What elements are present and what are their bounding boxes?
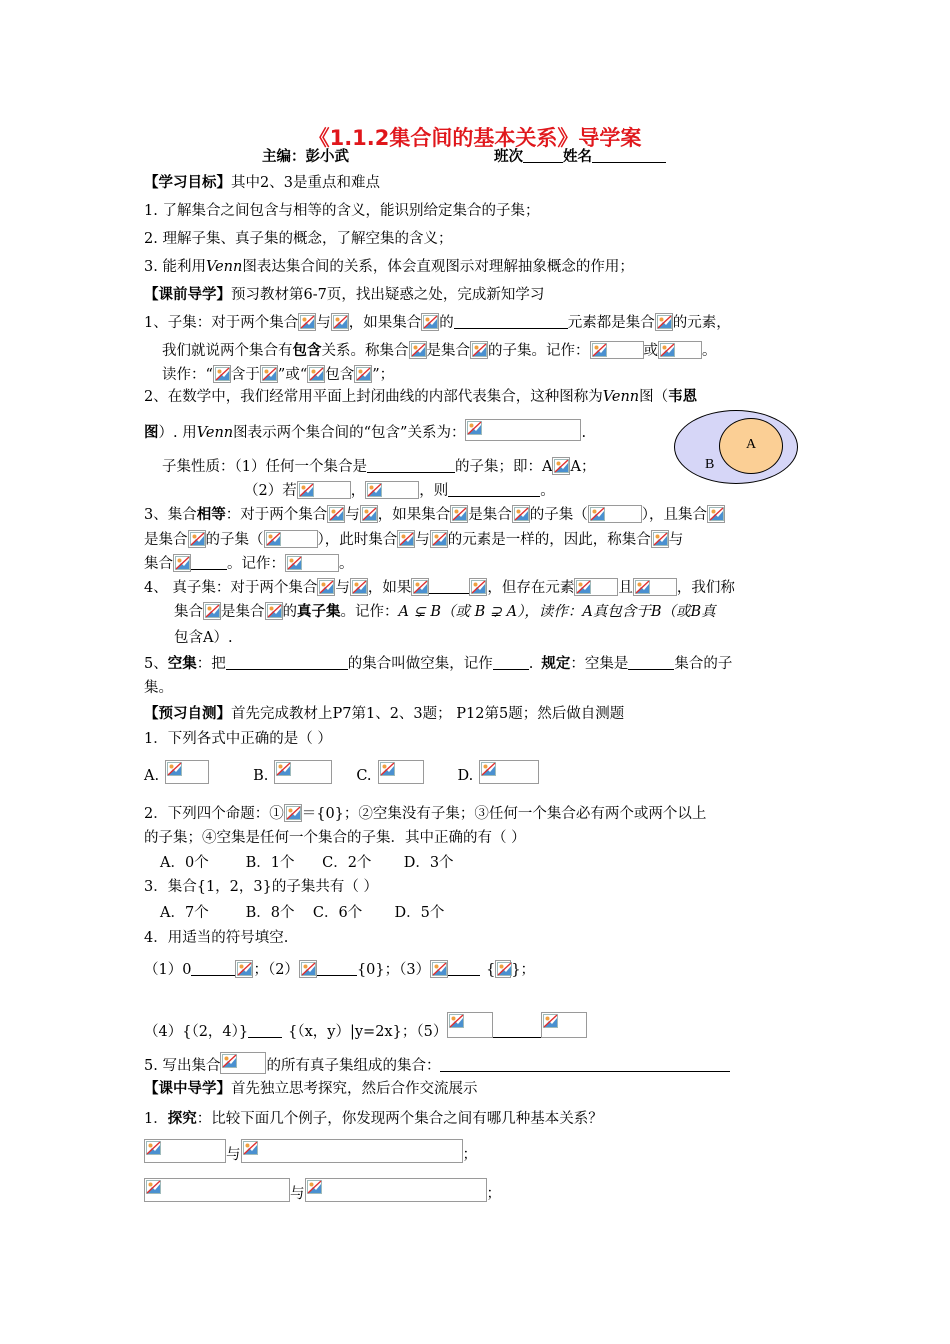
formula-image-icon bbox=[165, 760, 209, 784]
formula-image-icon bbox=[144, 1139, 226, 1163]
formula-image-icon bbox=[260, 365, 278, 383]
subset-property-1: 子集性质：（1）任何一个集合是 的子集；即：A A； bbox=[162, 459, 596, 475]
formula-image-icon bbox=[430, 530, 448, 548]
formula-image-icon bbox=[265, 602, 283, 620]
goal-1: 1. 了解集合之间包含与相等的含义，能识别给定集合的子集； bbox=[144, 203, 540, 219]
formula-image-icon bbox=[305, 1178, 487, 1202]
explore-example-1: 与 ； bbox=[144, 1139, 477, 1165]
inclass-heading: 【课中导学】首先独立思考探究，然后合作交流展示 bbox=[144, 1080, 478, 1097]
question-5: 5. 写出集合 的所有真子集组成的集合： bbox=[144, 1052, 730, 1076]
formula-image-icon bbox=[552, 457, 570, 475]
formula-image-icon bbox=[655, 313, 673, 331]
question-3-options: A．7个 B．8个 C．6个 D．5个 bbox=[160, 905, 445, 921]
page-title: 《1.1.2集合间的基本关系》导学案 bbox=[308, 126, 642, 150]
formula-image-icon bbox=[450, 505, 468, 523]
formula-image-icon bbox=[495, 960, 511, 978]
question-1: 1．下列各式中正确的是（ ） bbox=[144, 731, 332, 747]
venn-label-inner: A bbox=[746, 437, 757, 452]
explore-example-2: 与 ； bbox=[144, 1178, 501, 1204]
equal-line-3: 集合 。记作： 。 bbox=[144, 556, 354, 572]
venn-line-1: 2、在数学中，我们经常用平面上封闭曲线的内部代表集合，这种图称为Venn图（韦恩 bbox=[144, 388, 698, 405]
formula-image-icon bbox=[173, 554, 191, 572]
formula-image-icon bbox=[317, 578, 335, 596]
formula-image-icon bbox=[220, 1052, 266, 1074]
formula-image-icon bbox=[470, 341, 488, 359]
goal-2: 2. 理解子集、真子集的概念，了解空集的含义； bbox=[144, 231, 453, 247]
formula-image-icon bbox=[658, 341, 702, 359]
formula-image-icon bbox=[469, 578, 487, 596]
formula-image-icon bbox=[465, 419, 581, 441]
question-2-options: A．0个 B．1个 C．2个 D．3个 bbox=[160, 855, 454, 871]
formula-image-icon bbox=[188, 530, 206, 548]
venn-inner-set bbox=[719, 418, 783, 474]
question-4-row-1: （1）0 ；（2） {0}；（3） { }； bbox=[144, 962, 536, 978]
formula-image-icon bbox=[447, 1012, 493, 1038]
formula-image-icon bbox=[430, 960, 448, 978]
formula-image-icon bbox=[297, 481, 351, 499]
goals-heading: 【学习目标】其中2、3是重点和难点 bbox=[144, 174, 380, 191]
venn-line-2: 图）. 用Venn图表示两个集合间的“包含”关系为： . bbox=[144, 419, 586, 443]
formula-image-icon bbox=[298, 313, 316, 331]
selftest-heading: 【预习自测】首先完成教材上P7第1、2、3题； P12第5题；然后做自测题 bbox=[144, 705, 625, 722]
formula-image-icon bbox=[144, 1178, 290, 1202]
proper-subset-line-2: 集合 是集合 的真子集。记作：A ⊊ B（或 B ⊋ A），读作：A真包含于B（或B真 bbox=[174, 603, 716, 620]
preclass-heading: 【课前导学】预习教材第6-7页，找出疑惑之处，完成新知学习 bbox=[144, 286, 545, 303]
formula-image-icon bbox=[235, 960, 253, 978]
formula-image-icon bbox=[378, 760, 424, 784]
equal-line-1: 3、集合相等：对于两个集合 与 ，如果集合 是集合 的子集（ ），且集合 bbox=[144, 505, 725, 525]
equal-line-2: 是集合 的子集（ ），此时集合 与 的元素是一样的，因此，称集合 与 bbox=[144, 532, 684, 548]
question-4: 4．用适当的符号填空. bbox=[144, 930, 289, 946]
subset-property-2: （2）若 ， ，则 。 bbox=[244, 483, 555, 499]
proper-subset-line-3: 包含A）. bbox=[174, 630, 233, 646]
question-2-line-1: 2．下列四个命题：① ＝{0}；②空集没有子集；③任何一个集合必有两个或两个以上 bbox=[144, 806, 707, 822]
subset-line-1: 1、子集：对于两个集合 与 ，如果集合 的 元素都是集合 的元素， bbox=[144, 315, 731, 331]
header-editor: 主编：彭小武 bbox=[262, 149, 349, 165]
formula-image-icon bbox=[350, 578, 368, 596]
formula-image-icon bbox=[284, 804, 302, 822]
formula-image-icon bbox=[213, 365, 231, 383]
proper-subset-line-1: 4、 真子集：对于两个集合 与 ，如果 ，但存在元素 且 ，我们称 bbox=[144, 580, 735, 596]
formula-image-icon bbox=[397, 530, 415, 548]
question-1-options: A. B. C. D. bbox=[144, 760, 539, 786]
empty-set-line-1: 5、空集：把 的集合叫做空集，记作 . 规定：空集是 集合的子 bbox=[144, 655, 733, 672]
formula-image-icon bbox=[707, 505, 725, 523]
formula-image-icon bbox=[365, 481, 419, 499]
header-class-name: 班次 姓名 bbox=[494, 147, 666, 167]
formula-image-icon bbox=[409, 341, 427, 359]
subset-line-2: 我们就说两个集合有包含关系。称集合 是集合 的子集。记作： 或 。 bbox=[162, 342, 717, 359]
formula-image-icon bbox=[651, 530, 669, 548]
explore-1: 1．探究：比较下面几个例子，你发现两个集合之间有哪几种基本关系？ bbox=[144, 1110, 603, 1127]
formula-image-icon bbox=[299, 960, 317, 978]
formula-image-icon bbox=[541, 1012, 587, 1038]
subset-line-3: 读作：“ 含于 ”或“ 包含 ”； bbox=[162, 367, 395, 383]
formula-image-icon bbox=[421, 313, 439, 331]
formula-image-icon bbox=[588, 505, 642, 523]
question-4-row-2: （4）{（2，4）} {（x，y）|y=2x}；（5） bbox=[144, 1012, 587, 1042]
formula-image-icon bbox=[203, 602, 221, 620]
question-2-line-2: 的子集；④空集是任何一个集合的子集．其中正确的有（ ） bbox=[144, 830, 526, 846]
formula-image-icon bbox=[331, 313, 349, 331]
formula-image-icon bbox=[479, 760, 539, 784]
question-3: 3．集合{1，2，3}的子集共有（ ） bbox=[144, 879, 378, 895]
empty-set-line-2: 集。 bbox=[144, 680, 173, 696]
venn-diagram bbox=[674, 410, 798, 484]
formula-image-icon bbox=[574, 578, 618, 596]
formula-image-icon bbox=[633, 578, 677, 596]
formula-image-icon bbox=[327, 505, 345, 523]
formula-image-icon bbox=[241, 1139, 463, 1163]
formula-image-icon bbox=[264, 530, 318, 548]
formula-image-icon bbox=[285, 554, 339, 572]
formula-image-icon bbox=[360, 505, 378, 523]
formula-image-icon bbox=[354, 365, 372, 383]
venn-label-outer: B bbox=[705, 457, 715, 472]
goal-3: 3. 能利用Venn图表达集合间的关系，体会直观图示对理解抽象概念的作用； bbox=[144, 259, 634, 275]
formula-image-icon bbox=[512, 505, 530, 523]
formula-image-icon bbox=[590, 341, 644, 359]
formula-image-icon bbox=[307, 365, 325, 383]
formula-image-icon bbox=[274, 760, 332, 784]
formula-image-icon bbox=[411, 578, 429, 596]
